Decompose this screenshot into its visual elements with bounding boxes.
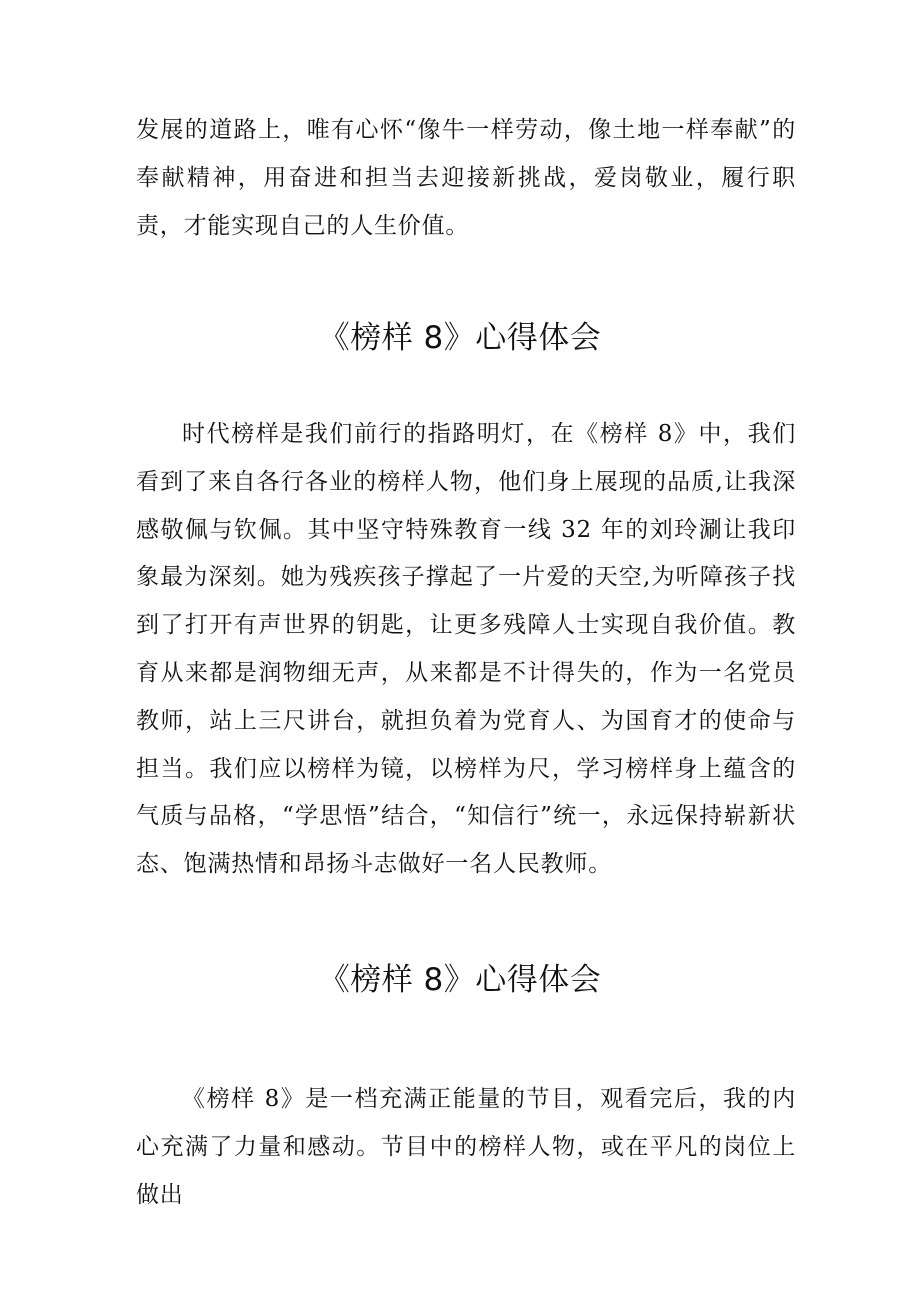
body-paragraph: 时代榜样是我们前行的指路明灯，在《榜样 8》中，我们看到了来自各行各业的榜样人物，他们身上展现的品质,让我深感敬佩与钦佩。其中坚守特殊教育一线 32 年的刘玲涮让我印象最为深刻。她为残疾孩子撑起了一片爱的天空,为听障孩子找到了打开有声世界的钥匙，让更多残障人士实现自我价值。教育从来都是润物细无声，从来都是不计得失的，作为一名党员教师，站上三尺讲台，就担负着为党育人、为国育才的使命与担当。我们应以榜样为镜，以榜样为尺，学习榜样身上蕴含的气质与品格，“学思悟”结合，“知信行”统一，永远保持崭新状态、饱满热情和昂扬斗志做好一名人民教师。 — [136, 421, 796, 878]
section-heading: 《榜样 8》心得体会 — [318, 320, 602, 356]
body-paragraph: 发展的道路上，唯有心怀“像牛一样劳动，像土地一样奉献”的奉献精神，用奋进和担当去迎接新挑战，爱岗敬业，履行职责，才能实现自己的人生价值。 — [136, 117, 796, 239]
body-paragraph: 《榜样 8》是一档充满正能量的节目，观看完后，我的内心充满了力量和感动。节目中的榜样人物，或在平凡的岗位上做出 — [136, 1086, 796, 1208]
section-heading: 《榜样 8》心得体会 — [318, 962, 602, 998]
